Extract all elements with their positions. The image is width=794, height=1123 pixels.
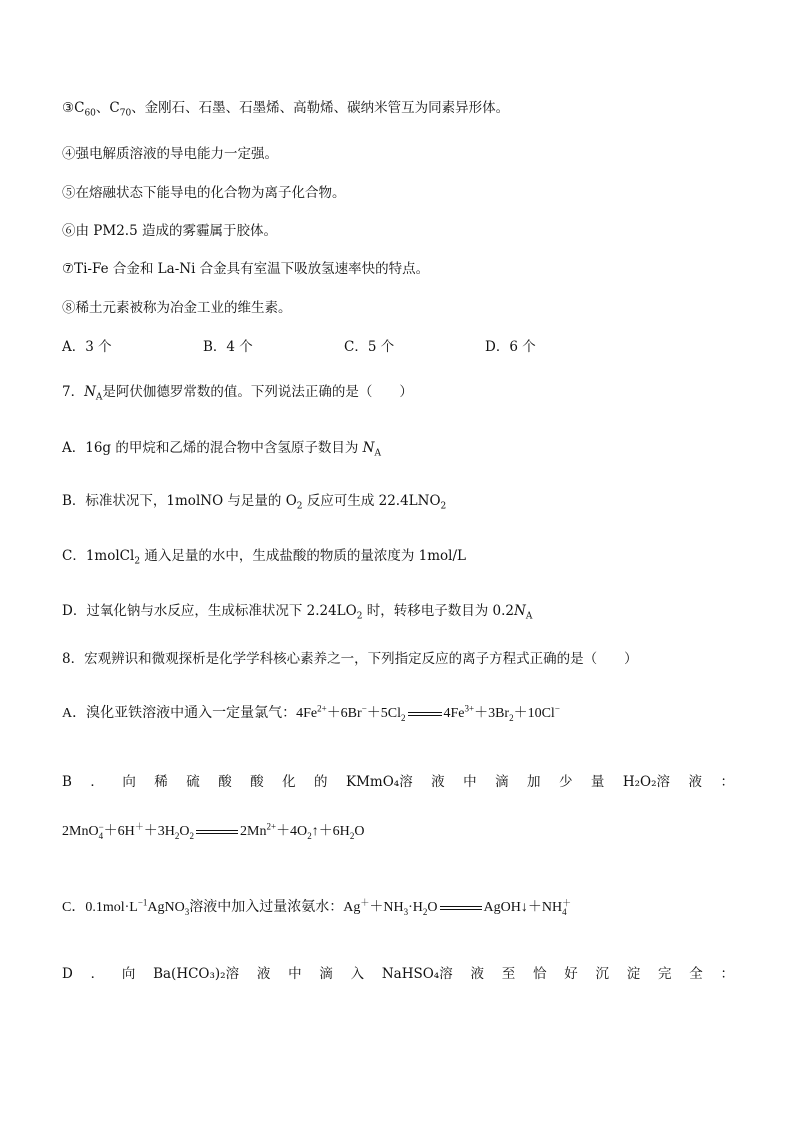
q6-option-c[interactable]: C．5 个 xyxy=(344,339,395,355)
q6-options xyxy=(62,337,734,357)
q6-option-a[interactable]: A．3 个 xyxy=(62,339,112,355)
q7-option-c[interactable]: C．1molCl$_2$ 通入足量的水中，生成盐酸的物质的量浓度为 1mol/L xyxy=(62,548,466,567)
item-7: ⑦Ti-Fe 合金和 La-Ni 合金具有室温下吸放氢速率快的特点。 xyxy=(62,261,430,277)
q8-option-d-label[interactable]: D ． 向 Ba(HCO₃)₂溶 液 中 滴 入 NaHSO₄溶 液 至 恰 好 沉 淀 完 全 ： xyxy=(62,966,734,982)
q6-option-d[interactable]: D．6 个 xyxy=(485,339,536,355)
equals-sign xyxy=(440,906,482,910)
q7-option-b[interactable]: B．标准状况下，1molNO 与足量的 $O_2$ 反应可生成 $22.4LNO_2$ xyxy=(62,493,447,512)
q8-option-b-equation: 2MnO − 4 $+6H^++3H_2O_2$ $2Mn^{2+}+4O_2↑+6H_2O$ xyxy=(62,821,365,841)
q8-option-b-label[interactable]: B ． 向 稀 硫 酸 酸 化 的 KMmO₄溶 液 中 滴 加 少 量 H₂O₂溶 液 ： xyxy=(62,774,734,790)
equals-sign xyxy=(196,830,238,834)
equals-sign xyxy=(408,712,442,716)
q8-option-c[interactable]: C．$0.1mol\cdot L^{-1}AgNO_3$溶液中加入过量浓氨水：$Ag^++NH_3\cdot H_2O$ AgOH↓＋NH ＋ 4 xyxy=(62,897,572,917)
q8-option-a[interactable]: A．溴化亚铁溶液中通入一定量氯气：$4Fe^{2+}+6Br^-+5Cl_2$ $4Fe^{3+}+3Br_2+10Cl^-$ xyxy=(62,703,560,723)
q8-stem: 8．宏观辨识和微观探析是化学学科核心素养之一，下列指定反应的离子方程式正确的是（ ） xyxy=(62,651,638,667)
item-5: ⑤在熔融状态下能导电的化合物为离子化合物。 xyxy=(62,185,346,201)
item-4: ④强电解质溶液的导电能力一定强。 xyxy=(62,146,278,162)
item-6: ⑥由 PM2.5 造成的雾霾属于胶体。 xyxy=(62,223,277,239)
q7-option-d[interactable]: D．过氧化钠与水反应，生成标准状况下 $2.24LO_2$ 时，转移电子数目为 $0.2N_A$ xyxy=(62,603,533,622)
q7-stem: 7．$N_A$是阿伏伽德罗常数的值。下列说法正确的是（ ） xyxy=(62,384,413,403)
q6-option-b[interactable]: B．4 个 xyxy=(203,339,253,355)
q7-option-a[interactable]: A．16g 的甲烷和乙烯的混合物中含氢原子数目为 $N_A$ xyxy=(62,440,381,459)
item-3: $③C_{60}$、$C_{70}$、金刚石、石墨、石墨烯、高勒烯、碳纳米管互为同素异形体。 xyxy=(62,100,510,119)
item-8: ⑧稀土元素被称为冶金工业的维生素。 xyxy=(62,300,292,316)
